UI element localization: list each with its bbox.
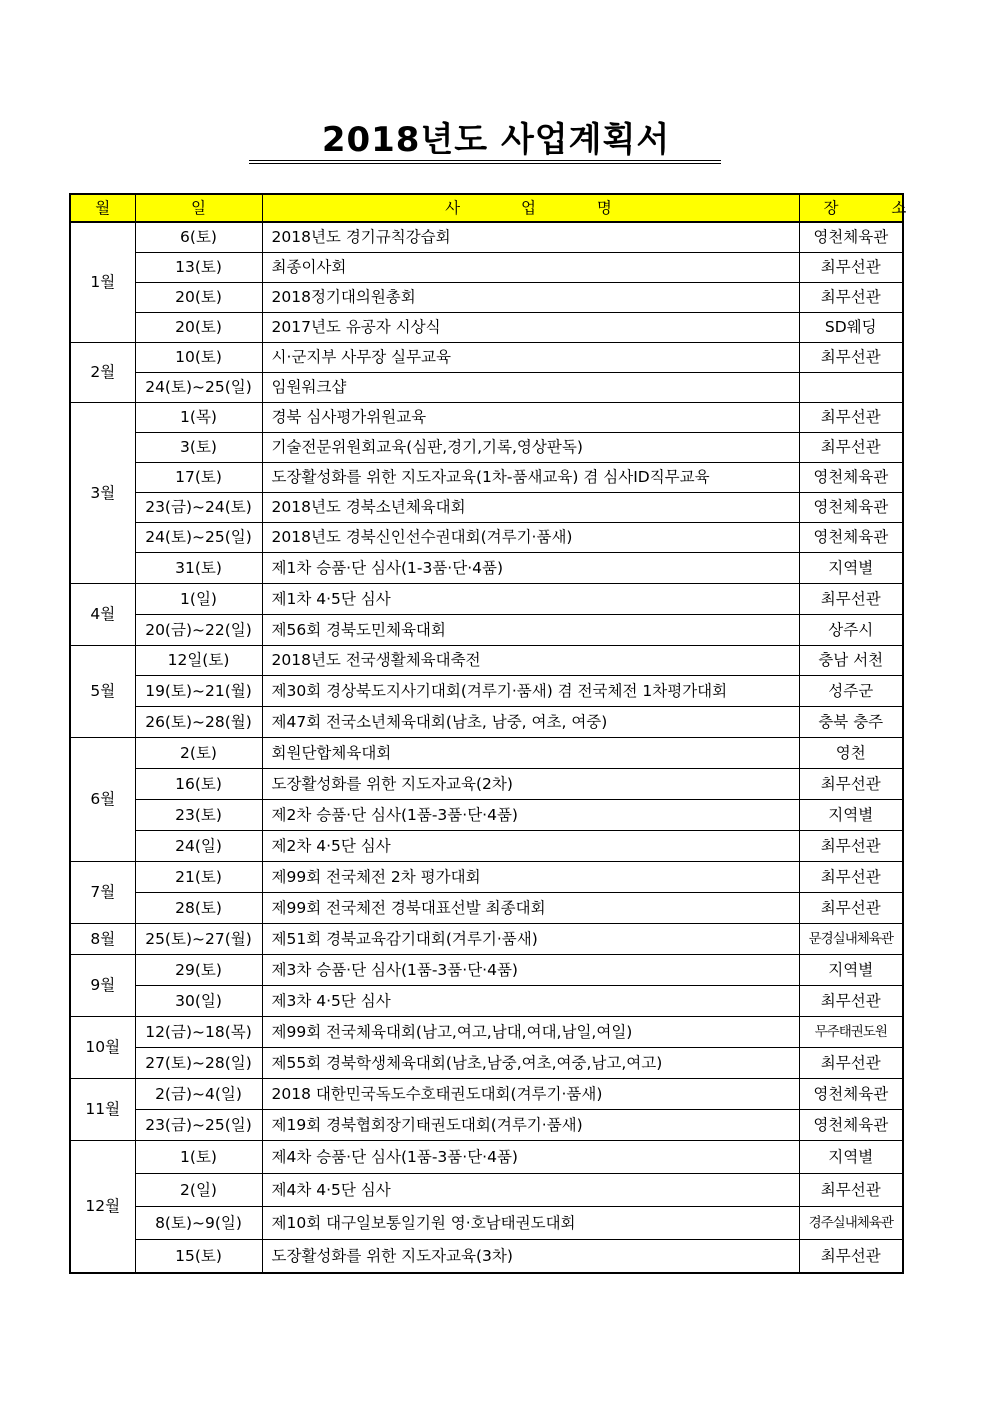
place-cell: 무주태권도원	[799, 1017, 903, 1048]
page-title: 2018년도 사업계획서	[321, 120, 671, 160]
table-header-row	[70, 194, 903, 222]
table-row	[70, 433, 903, 463]
event-cell: 제19회 경북협회장기태권도대회(겨루기·품새)	[262, 1110, 799, 1141]
event-cell: 도장활성화를 위한 지도자교육(2차)	[262, 769, 799, 800]
table-row	[70, 584, 903, 615]
table-row	[70, 1048, 903, 1079]
table-row	[70, 1240, 903, 1274]
day-cell: 17(토)	[135, 463, 262, 493]
event-cell: 2017년도 유공자 시상식	[262, 313, 799, 343]
day-cell: 29(토)	[135, 955, 262, 986]
day-cell: 2(일)	[135, 1174, 262, 1207]
month-cell: 5월	[70, 646, 135, 738]
day-cell: 1(토)	[135, 1141, 262, 1174]
place-cell: 충북 충주	[799, 707, 903, 738]
table-row	[70, 955, 903, 986]
month-cell: 11월	[70, 1079, 135, 1141]
event-cell: 제99회 전국체육대회(남고,여고,남대,여대,남일,여일)	[262, 1017, 799, 1048]
event-cell: 제1차 4·5단 심사	[262, 584, 799, 615]
day-cell: 24(토)~25(일)	[135, 373, 262, 403]
day-cell: 12일(토)	[135, 646, 262, 676]
place-cell: 지역별	[799, 955, 903, 986]
place-cell: 최무선관	[799, 433, 903, 463]
table-row	[70, 343, 903, 373]
day-cell: 6(토)	[135, 222, 262, 253]
event-cell: 2018정기대의원총회	[262, 283, 799, 313]
day-cell: 20(금)~22(일)	[135, 615, 262, 646]
day-cell: 2(토)	[135, 738, 262, 769]
place-cell: 최무선관	[799, 253, 903, 283]
event-cell: 제2차 4·5단 심사	[262, 831, 799, 862]
day-cell: 24(일)	[135, 831, 262, 862]
day-cell: 25(토)~27(월)	[135, 924, 262, 955]
table-row	[70, 523, 903, 553]
schedule-body	[70, 222, 903, 1273]
table-row	[70, 800, 903, 831]
table-row	[70, 1141, 903, 1174]
table-row	[70, 373, 903, 403]
event-cell: 제3차 4·5단 심사	[262, 986, 799, 1017]
month-cell: 1월	[70, 222, 135, 343]
table-row	[70, 553, 903, 584]
table-row	[70, 463, 903, 493]
month-cell: 2월	[70, 343, 135, 403]
table-row	[70, 862, 903, 893]
place-cell: 최무선관	[799, 831, 903, 862]
event-cell: 제99회 전국체전 2차 평가대회	[262, 862, 799, 893]
place-cell: 영천체육관	[799, 222, 903, 253]
table-row	[70, 738, 903, 769]
event-cell: 제47회 전국소년체육대회(남초, 남중, 여초, 여중)	[262, 707, 799, 738]
day-cell: 20(토)	[135, 283, 262, 313]
place-cell: 성주군	[799, 676, 903, 707]
place-cell: 최무선관	[799, 769, 903, 800]
place-cell: 영천체육관	[799, 1079, 903, 1110]
event-cell: 제10회 대구일보통일기원 영·호남태권도대회	[262, 1207, 799, 1240]
table-row	[70, 831, 903, 862]
event-cell: 제2차 승품·단 심사(1품-3품·단·4품)	[262, 800, 799, 831]
day-cell: 8(토)~9(일)	[135, 1207, 262, 1240]
table-row	[70, 1079, 903, 1110]
place-cell: SD웨딩	[799, 313, 903, 343]
day-cell: 15(토)	[135, 1240, 262, 1274]
day-cell: 23(금)~25(일)	[135, 1110, 262, 1141]
month-cell: 9월	[70, 955, 135, 1017]
event-cell: 제30회 경상북도지사기대회(겨루기·품새) 겸 전국체전 1차평가대회	[262, 676, 799, 707]
place-cell: 영천체육관	[799, 463, 903, 493]
event-cell: 시·군지부 사무장 실무교육	[262, 343, 799, 373]
day-cell: 27(토)~28(일)	[135, 1048, 262, 1079]
place-cell: 충남 서천	[799, 646, 903, 676]
event-cell: 최종이사회	[262, 253, 799, 283]
table-row	[70, 1207, 903, 1240]
place-cell: 문경실내체육관	[799, 924, 903, 955]
day-cell: 24(토)~25(일)	[135, 523, 262, 553]
table-row	[70, 403, 903, 433]
event-cell: 임원워크샵	[262, 373, 799, 403]
month-cell: 8월	[70, 924, 135, 955]
place-cell: 영천	[799, 738, 903, 769]
place-cell: 최무선관	[799, 343, 903, 373]
day-cell: 20(토)	[135, 313, 262, 343]
month-cell: 7월	[70, 862, 135, 924]
day-cell: 31(토)	[135, 553, 262, 584]
place-cell: 영천체육관	[799, 493, 903, 523]
table-row	[70, 1174, 903, 1207]
place-cell: 최무선관	[799, 584, 903, 615]
place-cell: 지역별	[799, 553, 903, 584]
event-cell: 2018년도 경북신인선수권대회(겨루기·품새)	[262, 523, 799, 553]
event-cell: 도장활성화를 위한 지도자교육(3차)	[262, 1240, 799, 1274]
event-cell: 제4차 승품·단 심사(1품-3품·단·4품)	[262, 1141, 799, 1174]
place-cell: 영천체육관	[799, 1110, 903, 1141]
table-row	[70, 1017, 903, 1048]
day-cell: 30(일)	[135, 986, 262, 1017]
place-cell: 지역별	[799, 800, 903, 831]
header-month: 월	[70, 194, 135, 222]
month-cell: 6월	[70, 738, 135, 862]
place-cell: 영천체육관	[799, 523, 903, 553]
event-cell: 경북 심사평가위원교육	[262, 403, 799, 433]
table-row	[70, 924, 903, 955]
day-cell: 1(목)	[135, 403, 262, 433]
title-double-underline	[249, 160, 721, 164]
day-cell: 23(토)	[135, 800, 262, 831]
event-cell: 제51회 경북교육감기대회(겨루기·품새)	[262, 924, 799, 955]
event-cell: 기술전문위원회교육(심판,경기,기록,영상판독)	[262, 433, 799, 463]
table-row	[70, 646, 903, 676]
table-row	[70, 313, 903, 343]
header-event: 사 업 명	[262, 194, 799, 222]
schedule-table	[69, 193, 931, 1274]
header-day: 일	[135, 194, 262, 222]
header-place: 장 소	[799, 194, 903, 222]
event-cell: 제99회 전국체전 경북대표선발 최종대회	[262, 893, 799, 924]
event-cell: 2018년도 경기규칙강습회	[262, 222, 799, 253]
table-row	[70, 769, 903, 800]
day-cell: 16(토)	[135, 769, 262, 800]
place-cell: 최무선관	[799, 1240, 903, 1274]
day-cell: 26(토)~28(월)	[135, 707, 262, 738]
day-cell: 12(금)~18(목)	[135, 1017, 262, 1048]
place-cell: 경주실내체육관	[799, 1207, 903, 1240]
place-cell: 지역별	[799, 1141, 903, 1174]
table-row	[70, 676, 903, 707]
event-cell: 제3차 승품·단 심사(1품-3품·단·4품)	[262, 955, 799, 986]
day-cell: 1(일)	[135, 584, 262, 615]
table-row	[70, 986, 903, 1017]
day-cell: 3(토)	[135, 433, 262, 463]
place-cell: 최무선관	[799, 862, 903, 893]
event-cell: 회원단합체육대회	[262, 738, 799, 769]
place-cell	[799, 373, 903, 403]
table-row	[70, 493, 903, 523]
day-cell: 19(토)~21(월)	[135, 676, 262, 707]
event-cell: 도장활성화를 위한 지도자교육(1차-품새교육) 겸 심사ID직무교육	[262, 463, 799, 493]
day-cell: 10(토)	[135, 343, 262, 373]
day-cell: 23(금)~24(토)	[135, 493, 262, 523]
event-cell: 제1차 승품·단 심사(1-3품·단·4품)	[262, 553, 799, 584]
place-cell: 최무선관	[799, 1174, 903, 1207]
day-cell: 21(토)	[135, 862, 262, 893]
event-cell: 2018 대한민국독도수호태권도대회(겨루기·품새)	[262, 1079, 799, 1110]
event-cell: 제4차 4·5단 심사	[262, 1174, 799, 1207]
place-cell: 최무선관	[799, 283, 903, 313]
table-row	[70, 283, 903, 313]
place-cell: 최무선관	[799, 403, 903, 433]
event-cell: 2018년도 경북소년체육대회	[262, 493, 799, 523]
day-cell: 2(금)~4(일)	[135, 1079, 262, 1110]
place-cell: 최무선관	[799, 986, 903, 1017]
event-cell: 제56회 경북도민체육대회	[262, 615, 799, 646]
day-cell: 28(토)	[135, 893, 262, 924]
event-cell: 제55회 경북학생체육대회(남초,남중,여초,여중,남고,여고)	[262, 1048, 799, 1079]
place-cell: 최무선관	[799, 893, 903, 924]
month-cell: 4월	[70, 584, 135, 646]
table-row	[70, 893, 903, 924]
table-row	[70, 707, 903, 738]
month-cell: 10월	[70, 1017, 135, 1079]
table-row	[70, 615, 903, 646]
table-row	[70, 253, 903, 283]
month-cell: 12월	[70, 1141, 135, 1274]
table-row	[70, 1110, 903, 1141]
day-cell: 13(토)	[135, 253, 262, 283]
event-cell: 2018년도 전국생활체육대축전	[262, 646, 799, 676]
table-row	[70, 222, 903, 253]
month-cell: 3월	[70, 403, 135, 584]
place-cell: 최무선관	[799, 1048, 903, 1079]
place-cell: 상주시	[799, 615, 903, 646]
